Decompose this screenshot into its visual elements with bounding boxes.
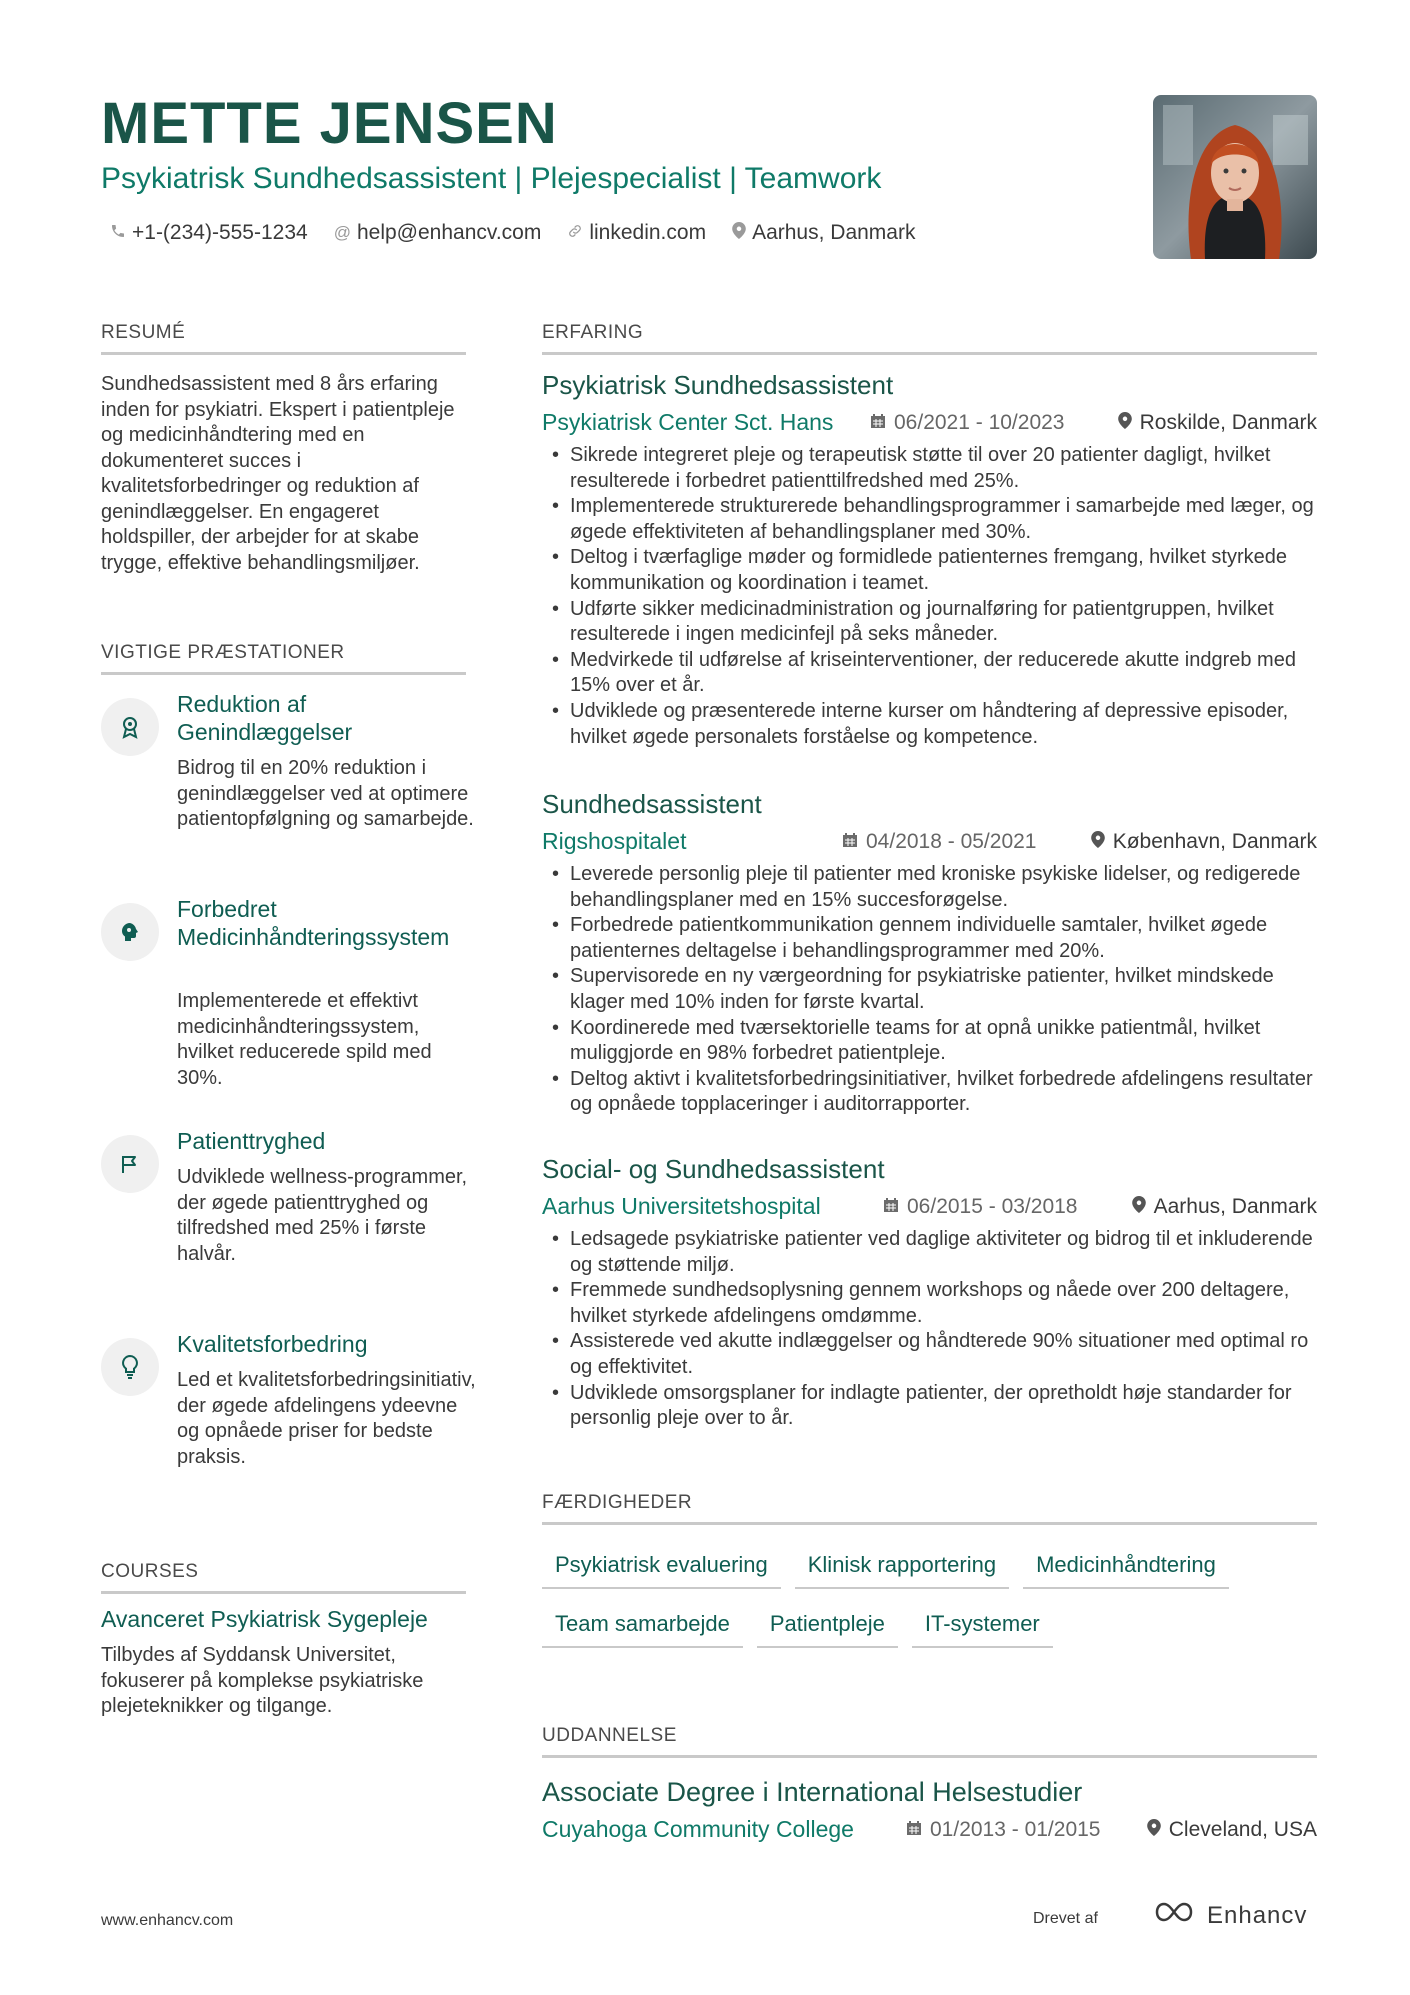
location-pin-icon <box>1132 1195 1146 1219</box>
education-location-text: Cleveland, USA <box>1168 1818 1317 1841</box>
flag-icon <box>101 1135 159 1193</box>
job-meta <box>542 1193 1317 1223</box>
courses-section-title: COURSES <box>101 1561 466 1594</box>
job-dates <box>842 830 1036 854</box>
achievement-desc: Implementerede et effektivt medicinhåndteringssystem, hvilket reducerede spild med 30%. <box>177 990 432 1089</box>
job-title: Social- og Sundhedsassistent <box>542 1154 885 1184</box>
job-bullet: • Implementerede strukturerede behandlingsprogrammer i samarbejde med læger, og øgede effektiviteten af behandlingsplaner med 30%. <box>552 494 1322 545</box>
job-dates-text: 06/2015 - 03/2018 <box>907 1195 1078 1218</box>
skill-tag: IT-systemer <box>912 1611 1053 1648</box>
job-bullet: • Udførte sikker medicinadministration og journalføring for patientgruppen, hvilket resulterede i ingen medicinfejl på seks måneder. <box>552 597 1322 648</box>
at-icon: @ <box>333 223 351 242</box>
job-title: Psykiatrisk Sundhedsassistent <box>542 370 894 400</box>
skills-section-title: FÆRDIGHEDER <box>542 1492 1317 1525</box>
job-dates-text: 06/2021 - 10/2023 <box>894 411 1065 434</box>
brain-icon <box>101 903 159 961</box>
skill-tag: Klinisk rapportering <box>795 1552 1009 1589</box>
candidate-subtitle: Psykiatrisk Sundhedsassistent | Plejespecialist | Teamwork <box>101 162 882 195</box>
location-pin-icon <box>1118 411 1132 435</box>
job-bullets <box>552 443 1322 750</box>
skill-tag: Team samarbejde <box>542 1611 743 1648</box>
award-icon <box>101 698 159 756</box>
contact-linkedin[interactable] <box>567 221 706 245</box>
education-dates-text: 01/2013 - 01/2015 <box>930 1818 1101 1841</box>
job-meta <box>542 409 1317 439</box>
job-bullet: • Medvirkede til udførelse af kriseinterventioner, der reducerede akutte indgreb med 15% over et år. <box>552 648 1322 699</box>
job-dates <box>883 1195 1077 1219</box>
job-company: Rigshospitalet <box>542 828 687 854</box>
email-text: help@enhancv.com <box>356 221 542 244</box>
job-bullet: • Deltog aktivt i kvalitetsforbedringsinitiativer, hvilket forbedrede afdelingens resultater og opnåede topplaceringer i auditorrapporter. <box>552 1067 1322 1118</box>
job-bullet: • Supervisorede en ny værgeordning for psykiatriske patienter, hvilket mindskede klager med 10% inden for første kvartal. <box>552 964 1322 1015</box>
job-location <box>1091 830 1317 854</box>
phone-text: +1-(234)-555-1234 <box>132 221 308 244</box>
calendar-icon <box>870 411 886 435</box>
calendar-icon <box>883 1195 899 1219</box>
education-school: Cuyahoga Community College <box>542 1816 854 1842</box>
calendar-icon <box>906 1818 922 1842</box>
job-bullet: • Koordinerede med tværsektorielle teams for at opnå unikke patientmål, hvilket muliggjorde en 98% forbedret patientpleje. <box>552 1016 1322 1067</box>
lightbulb-icon <box>101 1338 159 1396</box>
achievement-desc: Led et kvalitetsforbedringsinitiativ, der øgede afdelingens ydeevne og opnåede priser for bedste praksis. <box>177 1369 476 1468</box>
course-title: Avanceret Psykiatrisk Sygepleje <box>101 1606 428 1632</box>
link-icon <box>567 223 583 244</box>
achievement-title: Reduktion af Genindlæggelser <box>177 691 353 745</box>
education-degree: Associate Degree i International Helsestudier <box>542 1777 1083 1807</box>
job-location-text: København, Danmark <box>1112 830 1317 853</box>
footer-url[interactable]: www.enhancv.com <box>101 1912 234 1929</box>
job-bullet: • Fremmede sundhedsoplysning gennem workshops og nåede over 200 deltagere, hvilket styrkede afdelingens omdømme. <box>552 1278 1322 1329</box>
education-dates <box>906 1818 1100 1842</box>
achievement-title: Patienttryghed <box>177 1128 326 1154</box>
skills-row <box>542 1552 1229 1589</box>
location-pin-icon <box>732 222 746 244</box>
location-text: Aarhus, Danmark <box>752 221 916 244</box>
education-section-title: UDDANNELSE <box>542 1725 1317 1758</box>
candidate-name: METTE JENSEN <box>101 91 558 156</box>
job-dates-text: 04/2018 - 05/2021 <box>866 830 1037 853</box>
job-location <box>1132 1195 1317 1219</box>
achievement-desc: Udviklede wellness-programmer, der øgede patienttryghed og tilfredshed med 25% i første halvår. <box>177 1166 468 1265</box>
job-bullet: • Forbedrede patientkommunikation gennem individuelle samtaler, hvilket øgede patienternes deltagelse i behandlingsprogrammer med 20%. <box>552 913 1322 964</box>
skill-tag: Psykiatrisk evaluering <box>542 1552 781 1589</box>
job-bullet: • Sikrede integreret pleje og terapeutisk støtte til over 20 patienter dagligt, hvilket resulterede i forbedret patienttilfredshed med 25%. <box>552 443 1322 494</box>
job-bullet: • Assisterede ved akutte indlæggelser og håndterede 90% situationer med optimal ro og effektivitet. <box>552 1329 1322 1380</box>
profile-photo <box>1153 95 1317 259</box>
skill-tag: Medicinhåndtering <box>1023 1552 1229 1589</box>
job-bullets <box>552 862 1322 1118</box>
skill-tag: Patientpleje <box>757 1611 898 1648</box>
calendar-icon <box>842 830 858 854</box>
education-location <box>1147 1818 1317 1842</box>
job-bullet: • Deltog i tværfaglige møder og formidlede patienternes fremgang, hvilket styrkede kommunikation og koordination i teamet. <box>552 545 1322 596</box>
job-bullets <box>552 1227 1322 1432</box>
footer-powered-by: Drevet af <box>1033 1910 1098 1927</box>
linkedin-text: linkedin.com <box>589 221 707 244</box>
job-title: Sundhedsassistent <box>542 789 762 819</box>
achievement-desc: Bidrog til en 20% reduktion i genindlæggelser ved at optimere patientopfølgning og samarbejde. <box>177 757 474 830</box>
contact-email[interactable] <box>334 221 542 245</box>
achievements-section-title: VIGTIGE PRÆSTATIONER <box>101 642 466 675</box>
phone-icon <box>110 223 126 244</box>
location-pin-icon <box>1091 830 1105 854</box>
job-bullet: • Leverede personlig pleje til patienter med kroniske psykiske lidelser, og redigerede behandlingsplaner med en 15% succesforøgelse. <box>552 862 1322 913</box>
summary-text: Sundhedsassistent med 8 års erfaring inden for psykiatri. Ekspert i patientpleje og medicinhåndtering med en dokumenteret succes i kvalitetsforbedringer og reduktion af genindlæggelser. En engageret holdspiller, der arbejder for at skabe trygge, effektive behandlingsmiljøer. <box>101 373 455 574</box>
experience-section-title: ERFARING <box>542 322 1317 355</box>
job-meta <box>542 828 1317 858</box>
job-dates <box>870 411 1064 435</box>
enhancv-logo-icon <box>1153 1900 1201 1931</box>
job-bullet: • Ledsagede psykiatriske patienter ved daglige aktiviteter og bidrog til et inkluderende og støttende miljø. <box>552 1227 1322 1278</box>
contact-phone[interactable] <box>110 221 308 245</box>
course-desc: Tilbydes af Syddansk Universitet, fokuserer på komplekse psykiatriske plejeteknikker og tilgange. <box>101 1644 424 1717</box>
job-location <box>1118 411 1317 435</box>
location-pin-icon <box>1147 1818 1161 1842</box>
contact-bar <box>110 221 915 245</box>
achievement-title: Kvalitetsforbedring <box>177 1331 368 1357</box>
job-company: Psykiatrisk Center Sct. Hans <box>542 409 834 435</box>
job-company: Aarhus Universitetshospital <box>542 1193 821 1219</box>
contact-location <box>732 221 915 245</box>
job-bullet: • Udviklede omsorgsplaner for indlagte patienter, der opretholdt høje standarder for personlig pleje over to år. <box>552 1381 1322 1432</box>
summary-section-title: RESUMÉ <box>101 322 466 355</box>
job-bullet: • Udviklede og præsenterede interne kurser om håndtering af depressive episoder, hvilket øgede personalets forståelse og kompetence. <box>552 699 1322 750</box>
achievement-title: Forbedret Medicinhåndteringssystem <box>177 896 450 950</box>
enhancv-logo[interactable] <box>1153 1900 1307 1931</box>
skills-row <box>542 1611 1053 1648</box>
job-location-text: Aarhus, Danmark <box>1153 1195 1317 1218</box>
job-location-text: Roskilde, Danmark <box>1139 411 1317 434</box>
enhancv-logo-text: Enhancv <box>1207 1901 1308 1929</box>
education-meta <box>542 1816 1317 1846</box>
